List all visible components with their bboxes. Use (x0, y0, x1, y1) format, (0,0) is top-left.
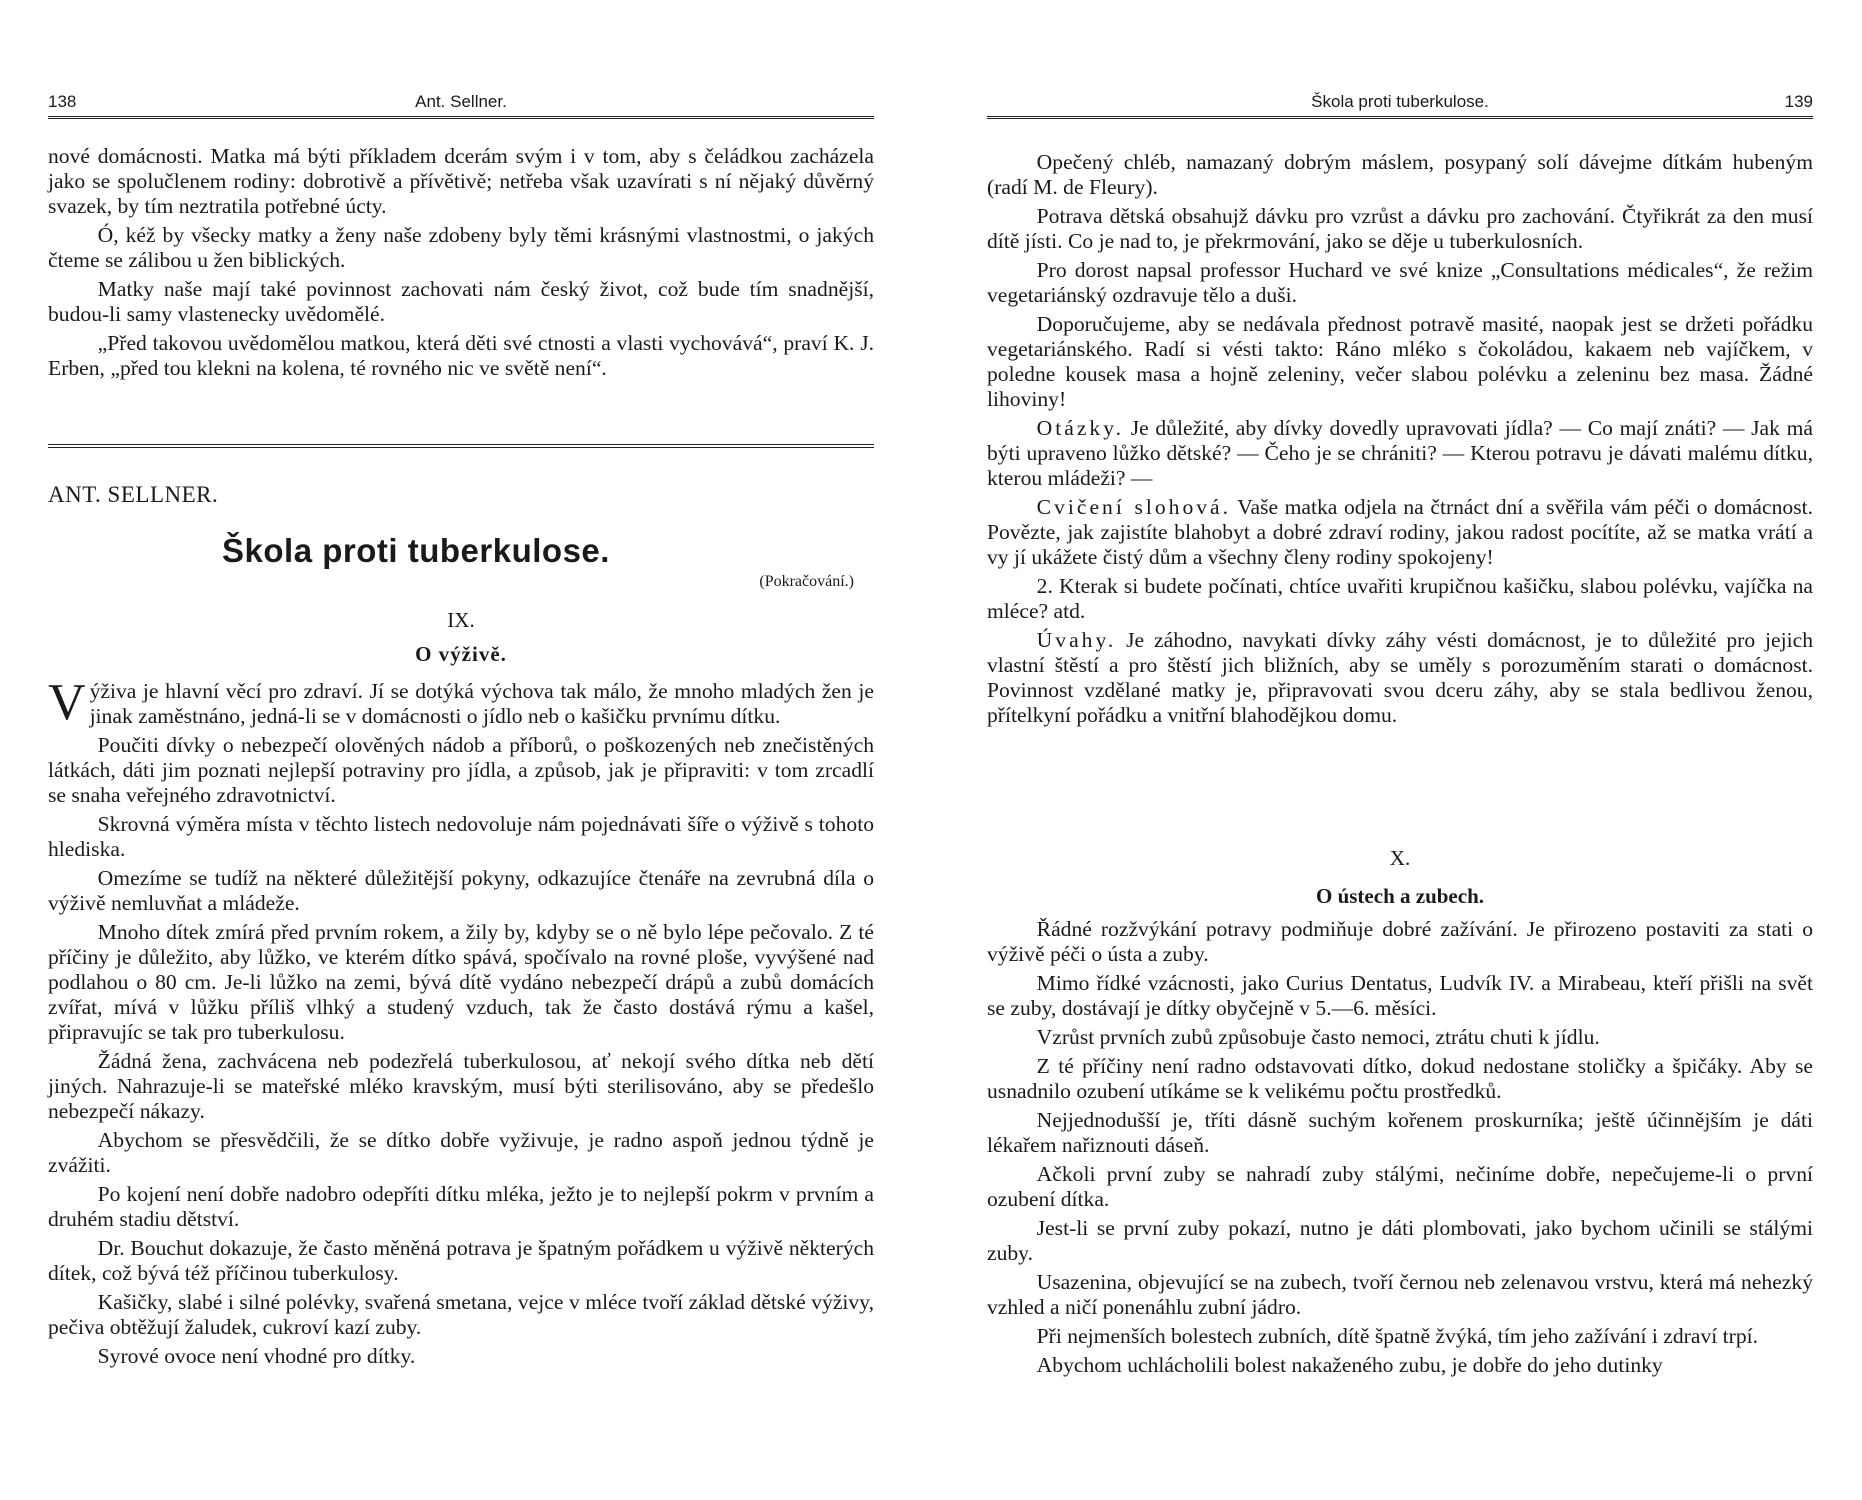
paragraph: Potrava dětská obsahujž dávku pro vzrůst a dávku pro zachování. Čtyřikrát za den musí dítě jísti. Co je nad to, je překrmování, jako se děje u tuberkulosních. (987, 204, 1813, 253)
paragraph: Ó, kéž by všecky matky a ženy naše zdobeny byly těmi krásnými vlastnostmi, o jakých čteme se zálibou u žen biblických. (48, 223, 874, 272)
paragraph: nové domácnosti. Matka má býti příkladem dcerám svým i v tom, aby s čeládkou zacházela jako se spolučlenem rodiny: dobrotivě a přívětivě; netřeba však uzavírati s ní nějaký důvěrný svazek, by tím neztratila potřebné úcty. (48, 144, 874, 218)
paragraph: 2. Kterak si budete počínati, chtíce uvařiti krupičnou kašičku, slabou polévku, vajíčka na mléce? atd. (987, 574, 1813, 623)
article-title: Škola proti tuberkulose. (222, 532, 610, 569)
paragraph (987, 416, 1813, 491)
paragraph: Dr. Bouchut dokazuje, že často měněná potrava je špatným pořádkem u výživě některých dítek, což bývá též příčinou tuberkulosy. (48, 1236, 874, 1285)
paragraph: Žádná žena, zachvácena neb podezřelá tuberkulosou, ať nekojí svého dítka neb dětí jiných. Nahrazuje-li se mateřské mléko kravským, musí býti sterilisováno, aby se předešlo nebezpečí nákazy. (48, 1049, 874, 1123)
paragraph: Usazenina, objevující se na zubech, tvoří černou neb zelenavou vrstvu, která má nehezký vzhled a ničí ponenáhlu zubní jádro. (987, 1270, 1813, 1319)
paragraph-text: Vaše matka odjela na čtrnáct dní a svěřila vám péči o domácnost. Povězte, jak zajistíte blahobyt a dobré zdraví rodiny, jakou radost pocítíte, až se matka vrátí a vy jí ukážete čistý dům a všechny členy rodiny spokojeny! (987, 495, 1813, 569)
drop-cap: V (48, 674, 86, 731)
reflection-label: Úvahy. (1036, 628, 1117, 652)
paragraph: Jest-li se první zuby pokazí, nutno je dáti plombovati, jako bychom učinili se stálými zuby. (987, 1216, 1813, 1265)
paragraph: Ačkoli první zuby se nahradí zuby stálými, nečiníme dobře, nepečujeme-li o první ozubení dítka. (987, 1162, 1813, 1211)
article-separator-rule (48, 444, 874, 454)
running-title: Ant. Sellner. (415, 92, 507, 111)
page-number: 138 (48, 92, 77, 111)
paragraph-text: Je záhodno, navykati dívky záhy vésti domácnost, je to důležité pro jejich vlastní štěstí a pro štěstí jich bližních, aby se uměly s porozuměním starati o domácnost. Povinnost vzdělané matky je, připravovati svou dceru záhy, aby se stala bedlivou ženou, přítelkyní pořádku a vnitřní blahodějkou domu. (987, 628, 1813, 727)
questions-label: Otázky. (1036, 416, 1125, 440)
header-rule (987, 116, 1813, 123)
paragraph (987, 495, 1813, 570)
paragraph: Opečený chléb, namazaný dobrým máslem, posypaný solí dávejme dítkám hubeným (radí M. de Fleury). (987, 150, 1813, 199)
page-number: 139 (1784, 92, 1813, 111)
header-rule (48, 116, 874, 123)
section-text (48, 674, 874, 1373)
paragraph: Abychom se přesvědčili, že se dítko dobře vyživuje, je radno aspoň jednou týdně je zvážiti. (48, 1128, 874, 1177)
paragraph: Pro dorost napsal professor Huchard ve své knize „Consultations médicales“, že režim vegetariánský ozdravuje tělo a duši. (987, 258, 1813, 307)
paragraph: Mimo řídké vzácnosti, jako Curius Dentatus, Ludvík IV. a Mirabeau, kteří přišli na svět se zuby, dostávají je dítky obyčejně v 5.—6. měsíci. (987, 971, 1813, 1020)
exercise-label: Cvičení slohová. (1036, 495, 1232, 519)
paragraph: Vzrůst prvních zubů způsobuje často nemoci, ztrátu chuti k jídlu. (1036, 1025, 1600, 1049)
continued-text (48, 144, 874, 385)
paragraph: Abychom uchlácholili bolest nakaženého zubu, je dobře do jeho dutinky (1036, 1353, 1663, 1377)
section-number: X. (1389, 846, 1411, 870)
paragraph: Mnoho dítek zmírá před prvním rokem, a žily by, kdyby se o ně bylo lépe pečovalo. Z té příčiny je důležito, aby lůžko, ve kterém dítko spává, spočívalo na rovné ploše, vyvýšené nad podlahou o 80 cm. Je-li lůžko na zemi, bývá dítě vydáno nebezpečí drápů a zubů domácích zvířat, mívá v lůžku příliš vlhký a studený vzduch, tak že často dostává rýmu a kašel, připravujíc se tak pro tuberkulosu. (48, 920, 874, 1044)
paragraph-text: ýživa je hlavní věcí pro zdraví. Jí se dotýká výchova tak málo, že mnoho mladých žen je jinak zaměstnáno, jedná-li se v domácnosti o jídlo neb o kašičku prvnímu dítku. (89, 679, 874, 728)
paragraph: Z té příčiny není radno odstavovati dítko, dokud nedostane stoličky a špičáky. Aby se usnadnilo ozubení utíkáme se k velikému počtu prostředků. (987, 1054, 1813, 1103)
continued-text (987, 150, 1813, 732)
paragraph: Poučiti dívky o nebezpečí olověných nádob a příborů, o poškozených neb znečistěných látkách, dáti jim poznati nejlepší potraviny pro jídla, a způsob, jak je připraviti: v tom zrcadlí se snaha veřejného zdravotnictví. (48, 733, 874, 807)
paragraph: Syrové ovoce není vhodné pro dítky. (97, 1344, 416, 1368)
paragraph: Omezíme se tudíž na některé důležitější pokyny, odkazujíce čtenáře na zevrubná díla o výživě nemluvňat a mládeže. (48, 866, 874, 915)
paragraph-text: Je důležité, aby dívky dovedly upravovati jídla? — Co mají znáti? — Jak má býti upraveno lůžko dětské? — Čeho je se chrániti? — Kterou potravu je dávati malému dítku, kterou mládeži? — (987, 416, 1813, 490)
paragraph: Po kojení není dobře nadobro odepříti dítku mléka, ježto je to nejlepší pokrm v prvním a druhém stadiu dětství. (48, 1182, 874, 1231)
section-text (987, 917, 1813, 1382)
continuation-note: (Pokračování.) (759, 573, 854, 590)
running-header-left (48, 92, 874, 114)
paragraph: Matky naše mají také povinnost zachovati nám český život, což bude tím snadnější, budou-li samy vlastenecky uvědomělé. (48, 277, 874, 326)
article-author: ANT. SELLNER. (48, 482, 219, 507)
paragraph: Nejjednodušší je, tříti dásně suchým kořenem proskurníka; ještě účinnějším je dáti lékařem nařiznouti dáseň. (987, 1108, 1813, 1157)
paragraph: Skrovná výměra místa v těchto listech nedovoluje nám pojednávati šíře o výživě s tohoto hlediska. (48, 812, 874, 861)
paragraph: Doporučujeme, aby se nedávala přednost potravě masité, naopak jest se držeti pořádku vegetariánského. Radí si vésti takto: Ráno mléko s čokoládou, kakaem neb vajíčkem, v poledne kousek masa a hojně zeleniny, večer slabou polévku a zeleninu bez masa. Žádné lihoviny! (987, 312, 1813, 411)
paragraph: „Před takovou uvědomělou matkou, která děti své ctnosti a vlasti vychovává“, praví K. J. Erben, „před tou klekni na kolena, té rovného nic ve světě není“. (48, 331, 874, 380)
paragraph: Při nejmenších bolestech zubních, dítě špatně žvýká, tím jeho zažívání i zdraví trpí. (1036, 1324, 1759, 1348)
section-heading: O ústech a zubech. (1316, 884, 1484, 908)
running-title: Škola proti tuberkulose. (1311, 92, 1489, 111)
paragraph (987, 628, 1813, 728)
paragraph (48, 674, 874, 731)
paragraph: Řádné rozžvýkání potravy podmiňuje dobré zažívání. Je přirozeno postaviti za stati o výživě péči o ústa a zuby. (987, 917, 1813, 966)
paragraph: Kašičky, slabé i silné polévky, svařená smetana, vejce v mléce tvoří základ dětské výživy, pečiva obtěžují žaludek, cukroví kazí zuby. (48, 1290, 874, 1339)
running-header-right (987, 92, 1813, 114)
section-heading: O výživě. (415, 642, 507, 666)
section-number: IX. (447, 608, 475, 632)
